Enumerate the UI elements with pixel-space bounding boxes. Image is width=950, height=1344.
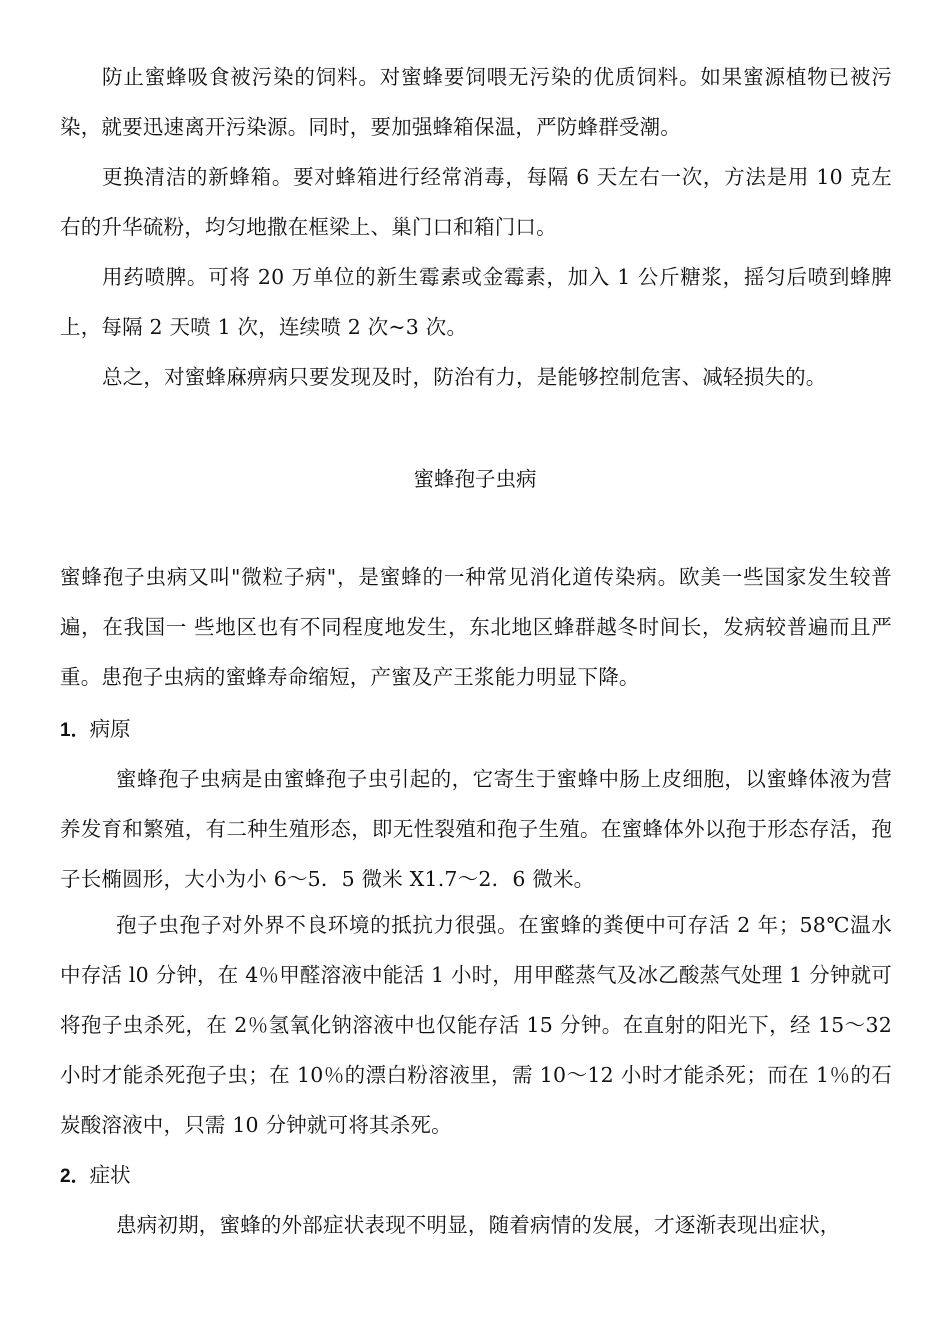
paragraph-hive-replacement: 更换清洁的新蜂箱。要对蜂箱进行经常消毒，每隔 6 天左右一次，方法是用 10 克左右的升华硫粉，均匀地撒在框梁上、巢门口和箱门口。 <box>60 165 892 239</box>
paragraph-resistance: 孢子虫孢子对外界不良环境的抵抗力很强。在蜜蜂的粪便中可存活 2 年；58℃温水中存活 l0 分钟，在 4％甲醛溶液中能活 1 小时，用甲醛蒸气及冰乙酸蒸气处理 1 分钟就可将孢子虫杀死，在 2％氢氧化钠溶液中也仅能存活 15 分钟。在直射的阳光下，经 15～32 小时才能杀死孢子虫；在 10％的漂白粉溶液里，需 10～12 小时才能杀死；而在 1％的石炭酸溶液中，只需 10 分钟就可将其杀死。 <box>60 913 892 1137</box>
subsection-title: 病原 <box>89 717 131 741</box>
subsection-number: 1． <box>60 720 90 741</box>
subsection-title: 症状 <box>89 1163 131 1187</box>
paragraph-spray-medicine: 用药喷脾。可将 20 万单位的新生霉素或金霉素，加入 1 公斤糖浆，摇匀后喷到蜂脾上，每隔 2 天喷 1 次，连续喷 2 次~3 次。 <box>60 265 892 339</box>
paragraph-intro: 蜜蜂孢子虫病又叫"微粒子病"，是蜜蜂的一种常见消化道传染病。欧美一些国家发生较普遍，在我国一 些地区也有不同程度地发生，东北地区蜂群越冬时间长，发病较普遍而且严重。患孢子虫病的蜜蜂寿命缩短，产蜜及产王浆能力明显下降。 <box>60 565 892 689</box>
paragraph-symptoms: 患病初期，蜜蜂的外部症状表现不明显，随着病情的发展，才逐渐表现出症状， <box>116 1213 841 1237</box>
subsection-heading-pathogen <box>60 714 131 746</box>
subsection-number: 2． <box>60 1166 90 1187</box>
paragraph-pathogen: 蜜蜂孢子虫病是由蜜蜂孢子虫引起的，它寄生于蜜蜂中肠上皮细胞，以蜜蜂体液为营养发育和繁殖，有二种生殖形态，即无性裂殖和孢子生殖。在蜜蜂体外以孢于形态存活，孢子长椭圆形，大小为小 6～5．5 微米 X1.7～2．6 微米。 <box>60 767 892 891</box>
section-title: 蜜蜂孢子虫病 <box>413 467 537 491</box>
paragraph-summary: 总之，对蜜蜂麻痹病只要发现及时，防治有力，是能够控制危害、减轻损失的。 <box>102 365 827 389</box>
subsection-heading-symptoms <box>60 1160 131 1192</box>
paragraph-feed-prevention: 防止蜜蜂吸食被污染的饲料。对蜜蜂要饲喂无污染的优质饲料。如果蜜源植物已被污染，就要迅速离开污染源。同时，要加强蜂箱保温，严防蜂群受潮。 <box>60 65 892 139</box>
